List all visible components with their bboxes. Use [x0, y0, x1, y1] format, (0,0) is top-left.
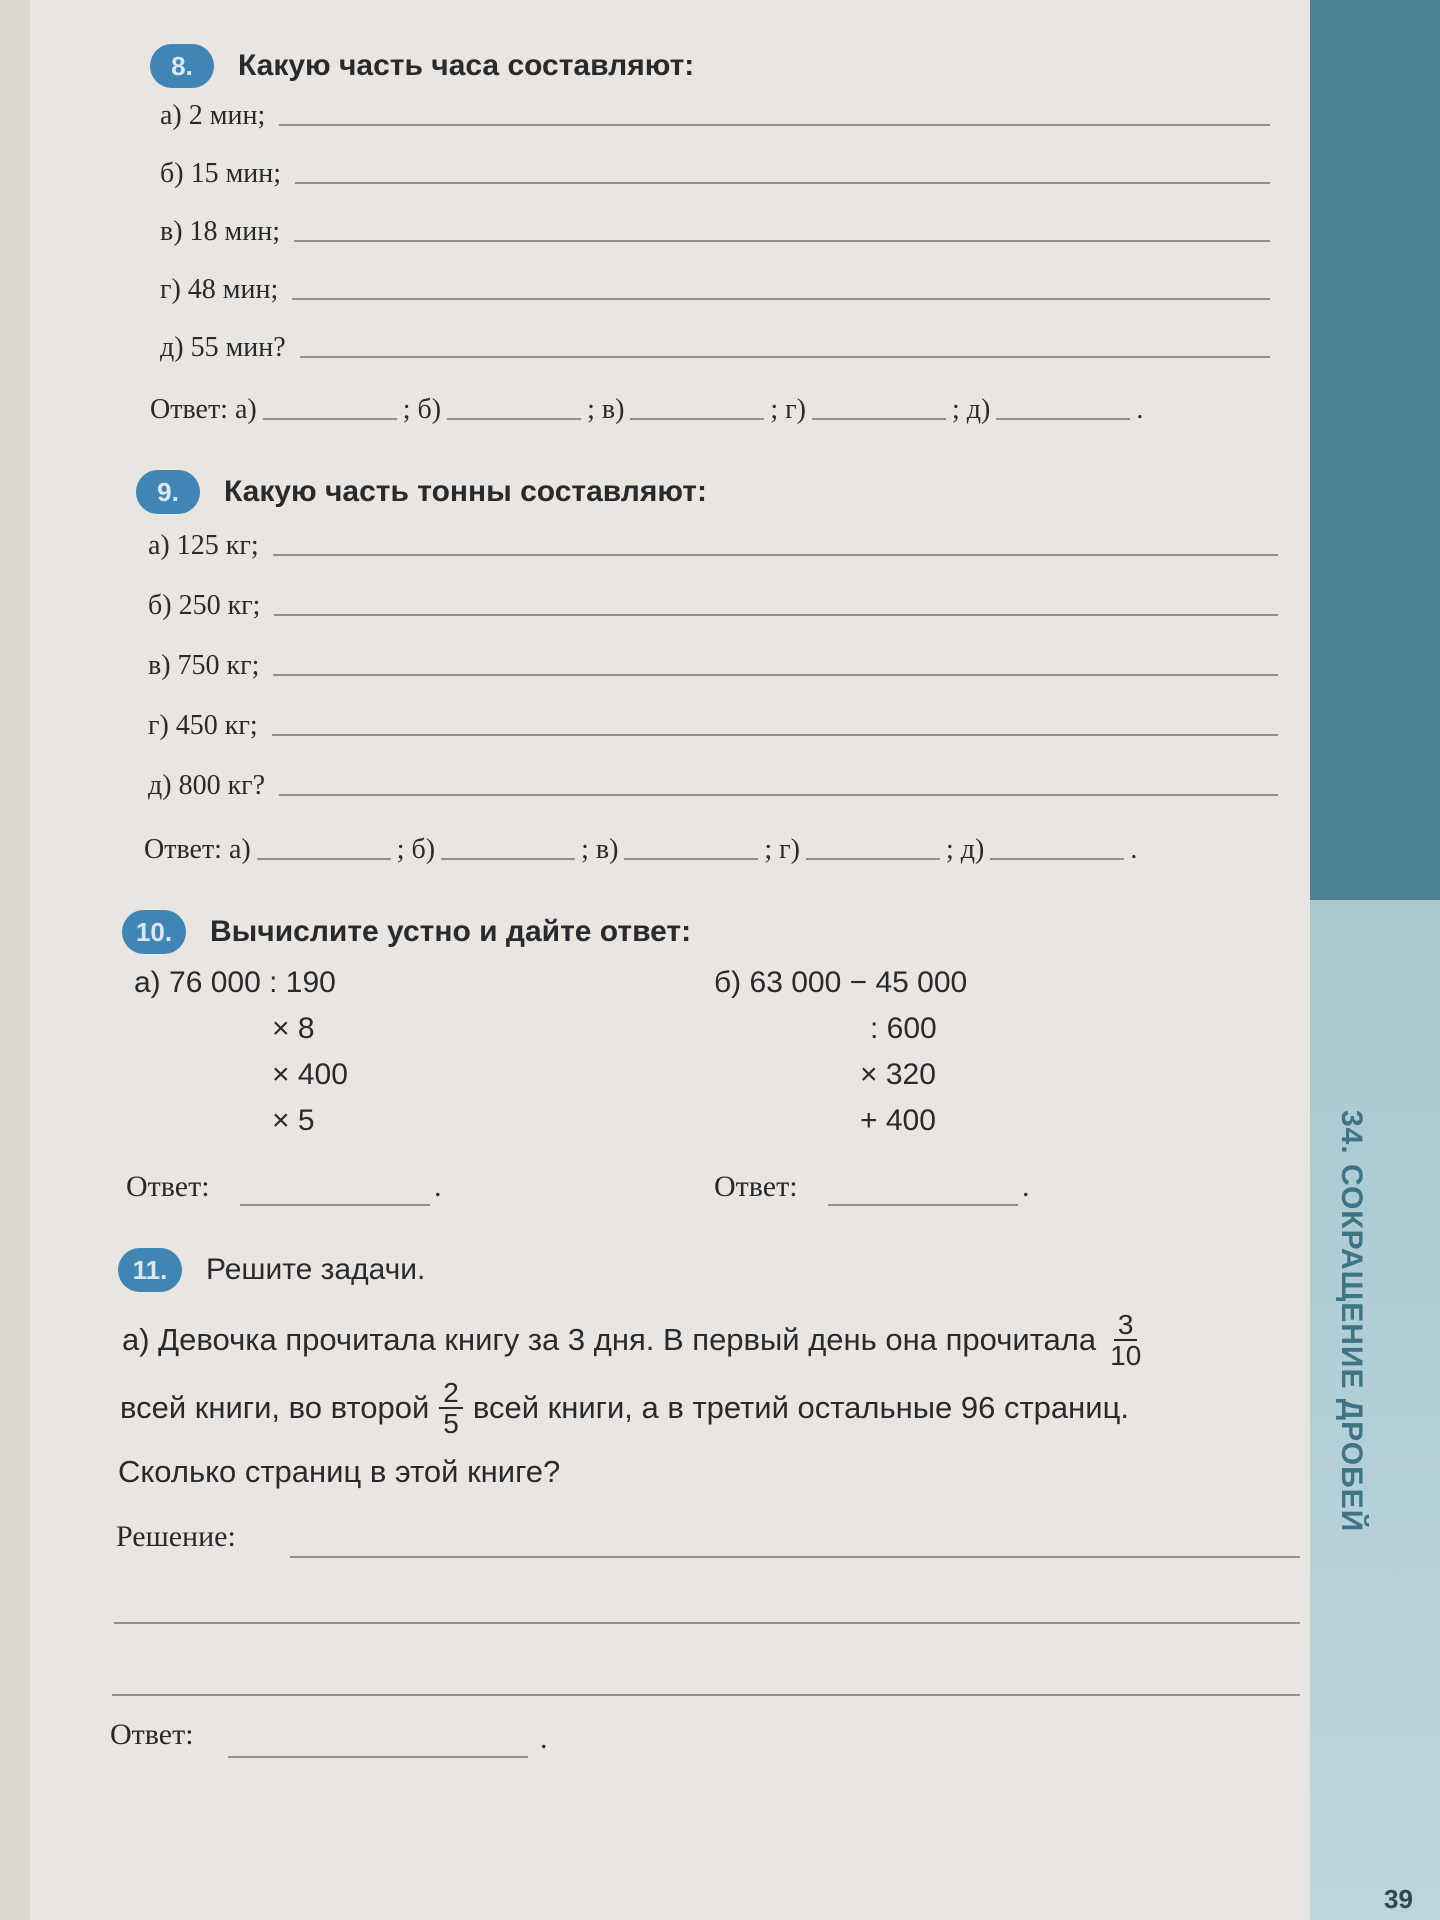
task-10-a-answer-blank[interactable]: [240, 1204, 430, 1206]
task-9-item-b: б) 250 кг;: [148, 590, 1278, 622]
task-8-item-g: г) 48 мин;: [160, 274, 1270, 306]
side-strip: [1310, 0, 1440, 1920]
task-9-item-v: в) 750 кг;: [148, 650, 1278, 682]
task-10-a-step-1: × 8: [272, 1012, 315, 1045]
task-11-line-2: всей книги, во второй $\frac{2}{5}$ всей книги, а в третий остальные 96 страниц.: [120, 1377, 1129, 1440]
task-11-badge: 11.: [118, 1248, 182, 1292]
answer-blank[interactable]: [272, 734, 1278, 736]
answer-blank[interactable]: [274, 614, 1278, 616]
page-number: 39: [1384, 1884, 1413, 1914]
task-8-item-d: д) 55 мин?: [160, 332, 1270, 364]
task-8-item-v: в) 18 мин;: [160, 216, 1270, 248]
answer-blank-b[interactable]: [447, 418, 581, 420]
answer-blank-v[interactable]: [630, 418, 764, 420]
task-9-item-d: д) 800 кг?: [148, 770, 1278, 802]
task-8-item-a: а) 2 мин;: [160, 100, 1270, 132]
answer-blank[interactable]: [294, 240, 1270, 242]
task-10-a-start: а) 76 000 : 190: [134, 966, 336, 999]
solution-line-2[interactable]: [114, 1622, 1300, 1624]
task-11-answer-blank[interactable]: [228, 1756, 528, 1758]
solution-line-3[interactable]: [112, 1694, 1300, 1696]
task-10-b-start: б) 63 000 − 45 000: [714, 966, 968, 999]
answer-blank-g[interactable]: [812, 418, 946, 420]
task-9-badge: 9.: [136, 470, 200, 514]
task-10-b-answer-blank[interactable]: [828, 1204, 1018, 1206]
task-11-line-1: а) Девочка прочитала книгу за 3 дня. В первый день она прочитала $\frac{3}{10}$: [122, 1310, 1155, 1371]
task-10-title: Вычислите устно и дайте ответ:: [210, 915, 692, 948]
answer-blank-d[interactable]: [996, 418, 1130, 420]
task-8-item-b: б) 15 мин;: [160, 158, 1270, 190]
answer-blank[interactable]: [273, 674, 1278, 676]
task-10-b-step-2: × 320: [860, 1058, 936, 1091]
task-9-answer-row: Ответ: а) ; б) ; в) ; г) ; д) .: [144, 834, 1138, 865]
task-10-header: [122, 910, 691, 954]
task-8-title: Какую часть часа составляют:: [238, 49, 695, 82]
task-10-a-period: .: [434, 1170, 442, 1203]
task-8-answer-row: Ответ: а) ; б) ; в) ; г) ; д) .: [150, 394, 1144, 425]
task-11-period: .: [540, 1722, 548, 1755]
task-11-title: Решите задачи.: [206, 1253, 426, 1286]
fraction-3-10: $\frac{3}{10}$: [1110, 1309, 1142, 1372]
answer-blank[interactable]: [292, 298, 1270, 300]
task-9-item-a: а) 125 кг;: [148, 530, 1278, 562]
task-9-header: [136, 470, 707, 514]
answer-blank-b[interactable]: [441, 858, 575, 860]
task-11-line-3: Сколько страниц в этой книге?: [118, 1454, 561, 1489]
task-10-a-answer-label: Ответ:: [126, 1170, 210, 1203]
answer-blank[interactable]: [295, 182, 1270, 184]
answer-blank-a[interactable]: [263, 418, 397, 420]
answer-blank[interactable]: [273, 554, 1278, 556]
section-title: 34. СОКРАЩЕНИЕ ДРОБЕЙ: [1335, 1110, 1368, 1533]
answer-blank-d[interactable]: [990, 858, 1124, 860]
task-11-answer-label: Ответ:: [110, 1718, 194, 1751]
answer-blank-g[interactable]: [806, 858, 940, 860]
task-9-item-g: г) 450 кг;: [148, 710, 1278, 742]
task-11-header: [118, 1248, 425, 1292]
task-10-a-step-3: × 5: [272, 1104, 315, 1137]
answer-blank-v[interactable]: [624, 858, 758, 860]
solution-line-1[interactable]: [290, 1556, 1300, 1558]
answer-blank-a[interactable]: [257, 858, 391, 860]
task-10-a-step-2: × 400: [272, 1058, 348, 1091]
task-10-b-step-1: : 600: [870, 1012, 937, 1045]
task-8-header: [150, 44, 694, 88]
task-10-b-step-3: + 400: [860, 1104, 936, 1137]
answer-blank[interactable]: [300, 356, 1270, 358]
task-10-b-answer-label: Ответ:: [714, 1170, 798, 1203]
answer-blank[interactable]: [279, 794, 1278, 796]
task-10-b-period: .: [1022, 1170, 1030, 1203]
answer-blank[interactable]: [279, 124, 1270, 126]
task-11-solution-label: Решение:: [116, 1520, 236, 1553]
task-10-badge: 10.: [122, 910, 186, 954]
fraction-2-5: $\frac{2}{5}$: [439, 1378, 463, 1439]
task-9-title: Какую часть тонны составляют:: [224, 475, 707, 508]
task-8-badge: 8.: [150, 44, 214, 88]
